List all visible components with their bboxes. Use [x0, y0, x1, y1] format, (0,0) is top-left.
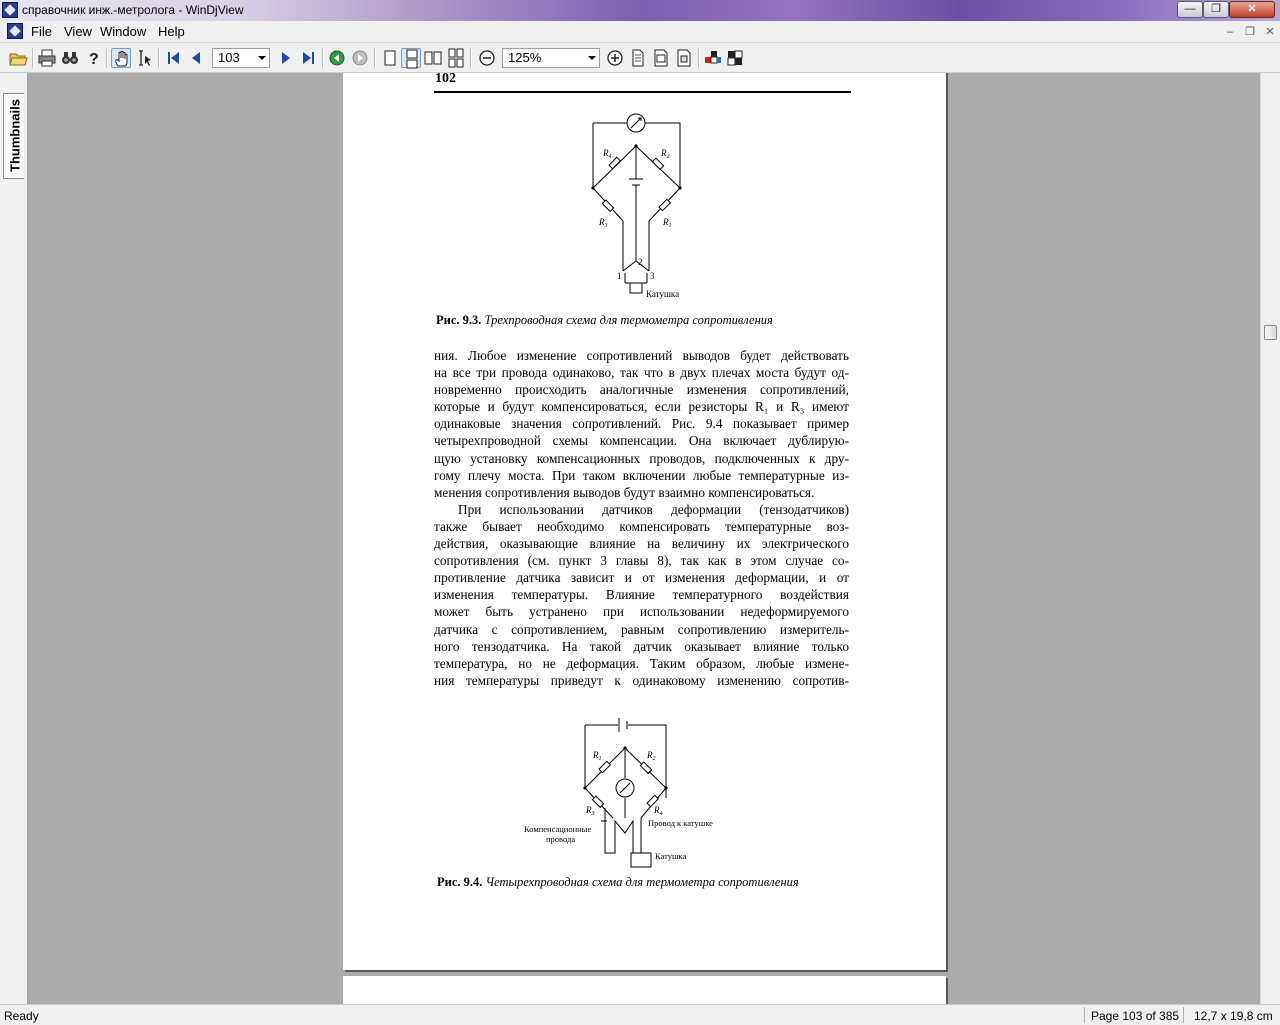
text-line: действия, оказывающие влияние на величину их электрического	[434, 536, 849, 552]
last-page-icon[interactable]	[298, 48, 318, 68]
chevron-down-icon[interactable]	[258, 56, 266, 60]
window-title: справочник инж.-метролога - WinDjView	[22, 3, 244, 17]
title-bar	[0, 0, 1280, 21]
open-folder-icon[interactable]	[8, 48, 28, 68]
text-line: на все три провода одинаково, так что в двух плечах моста будут од-	[434, 365, 849, 381]
print-icon[interactable]	[37, 48, 57, 68]
fig1-label-r2: $R_2$	[661, 148, 670, 160]
close-button[interactable]: ✕	[1229, 1, 1275, 18]
zoom-out-icon[interactable]	[477, 48, 497, 68]
fig2-coil-label: Катушка	[655, 851, 687, 861]
continuous-facing-icon[interactable]	[446, 48, 466, 68]
chevron-down-icon[interactable]	[588, 56, 596, 60]
text-line: ния температуры приведут к одинаковому изменению сопротив-	[434, 672, 849, 688]
document-viewport[interactable]	[28, 73, 1260, 1004]
tab-thumbnails-label: Thumbnails	[7, 99, 23, 172]
text-line: которые и будут компенсироваться, если резисторы R₁ и R₃ имеют	[434, 399, 849, 415]
text-line: менения сопротивления выводов будут взаимно компенсироваться.	[434, 484, 815, 500]
next-page-preview	[343, 976, 946, 1004]
continuous-page-icon[interactable]	[401, 48, 421, 68]
scrollbar-thumb[interactable]	[1264, 325, 1277, 340]
display-mode-color-icon[interactable]	[703, 48, 723, 68]
figure-9-4-circuit	[523, 703, 743, 868]
menu-help[interactable]: Help	[158, 24, 185, 39]
fig1-terminal-3: 3	[650, 271, 655, 281]
status-ready: Ready	[4, 1009, 39, 1023]
single-page-icon[interactable]	[380, 48, 400, 68]
hand-tool-icon[interactable]	[111, 48, 131, 68]
text-line: может быть устранено при использовании недеформируемого	[434, 604, 849, 620]
text-line: противление датчика зависит и от изменения деформации, и от	[434, 570, 849, 586]
text-line: При использовании датчиков деформации (тензодатчиков)	[458, 501, 849, 517]
toolbar	[0, 43, 1280, 73]
menu-bar	[0, 21, 1280, 43]
text-line: ного тензодатчика. На такой датчик оказывает влияние только	[434, 638, 849, 654]
menu-view[interactable]: View	[64, 24, 92, 39]
select-text-tool-icon[interactable]	[134, 48, 154, 68]
text-line: щую установку компенсационных проводов, подключенных к дру-	[434, 450, 849, 466]
text-line: изменения температуры. Влияние температурного воздействия	[434, 587, 849, 603]
previous-page-icon[interactable]	[187, 48, 207, 68]
text-line: новременно происходить аналогичные изменения сопротивлений,	[434, 382, 849, 398]
fig1-coil-label: Катушка	[646, 289, 680, 299]
page-header-number: 102	[435, 73, 456, 86]
mdi-close-button[interactable]: ✕	[1265, 26, 1275, 38]
fig1-terminal-2: 2	[638, 257, 643, 267]
zoom-value: 125%	[508, 50, 542, 65]
figure-9-4-caption: Рис. 9.4. Четырехпроводная схема для термометра сопротивления	[437, 875, 799, 889]
fit-width-icon[interactable]	[651, 48, 671, 68]
status-page-size: 12,7 x 19,8 cm	[1194, 1009, 1273, 1023]
zoom-field[interactable]	[502, 48, 600, 68]
app-icon[interactable]	[2, 2, 18, 18]
find-binoculars-icon[interactable]	[60, 48, 80, 68]
figure-9-3-caption: Рис. 9.3. Трехпроводная схема для термометра сопротивления	[436, 313, 773, 327]
text-line: четырехпроводной схемы компенсации. Она включает дублирую-	[434, 433, 849, 449]
vertical-scrollbar[interactable]	[1260, 73, 1280, 1004]
page-number-field[interactable]	[212, 48, 270, 68]
menu-file[interactable]: File	[31, 24, 52, 39]
fit-page-icon[interactable]	[628, 48, 648, 68]
header-rule	[434, 91, 851, 93]
page-number-value: 103	[218, 50, 240, 65]
display-mode-bw-icon[interactable]	[726, 48, 746, 68]
document-icon[interactable]	[7, 23, 23, 39]
maximize-button[interactable]: ❐	[1203, 1, 1229, 18]
first-page-icon[interactable]	[164, 48, 184, 68]
mdi-minimize-button[interactable]: –	[1226, 26, 1234, 38]
body-text	[434, 347, 849, 689]
text-line: температура, но не деформация. Таким образом, любые измене-	[434, 655, 849, 671]
figure-9-3-circuit	[583, 111, 703, 301]
next-page-icon[interactable]	[275, 48, 295, 68]
minimize-button[interactable]: —	[1177, 1, 1203, 18]
go-back-icon[interactable]	[327, 48, 347, 68]
fig2-label-r3: $R_3$	[586, 805, 595, 817]
text-line: датчика с сопротивлением, равным сопротивлению измеритель-	[434, 621, 849, 637]
fig2-label-r1: $R_1$	[593, 750, 602, 762]
actual-size-icon[interactable]	[674, 48, 694, 68]
fig2-compensation-label: Компенсационные	[524, 824, 592, 834]
menu-window[interactable]: Window	[100, 24, 147, 39]
svg-text:?: ?	[89, 51, 99, 68]
fig2-wire-label: Провод к катушке	[648, 818, 713, 828]
text-line: ния. Любое изменение сопротивлений выводов будет действовать	[434, 348, 849, 363]
zoom-in-icon[interactable]	[605, 48, 625, 68]
text-line: одинаковые значения сопротивлений. Рис. 9.4 показывает пример	[434, 416, 849, 432]
help-question-icon[interactable]	[83, 48, 103, 68]
sidebar	[0, 73, 28, 1004]
fig1-label-r4: $R_4$	[603, 148, 612, 160]
fig1-label-r1: $R_1$	[663, 217, 672, 229]
document-page	[343, 73, 946, 970]
fig2-label-r2: $R_2$	[647, 750, 656, 762]
status-page-info: Page 103 of 385	[1091, 1009, 1180, 1023]
mdi-restore-button[interactable]: ❐	[1245, 26, 1255, 38]
fig2-compensation-label-2: провода	[546, 834, 576, 844]
text-line: сопротивления (см. пункт 3 главы 8), так как в этом случае со-	[434, 553, 849, 569]
fig1-label-r3: $R_3$	[599, 217, 608, 229]
facing-pages-icon[interactable]	[423, 48, 443, 68]
status-bar	[0, 1004, 1280, 1025]
text-line: гому плечу моста. При таком включении любые температурные из-	[434, 467, 849, 483]
fig1-terminal-1: 1	[617, 271, 622, 281]
fig2-label-r4: $R_4$	[654, 805, 663, 817]
go-forward-icon[interactable]	[350, 48, 370, 68]
text-line: также бывает необходимо компенсировать температурные воз-	[434, 518, 849, 534]
tab-thumbnails[interactable]	[3, 93, 24, 179]
